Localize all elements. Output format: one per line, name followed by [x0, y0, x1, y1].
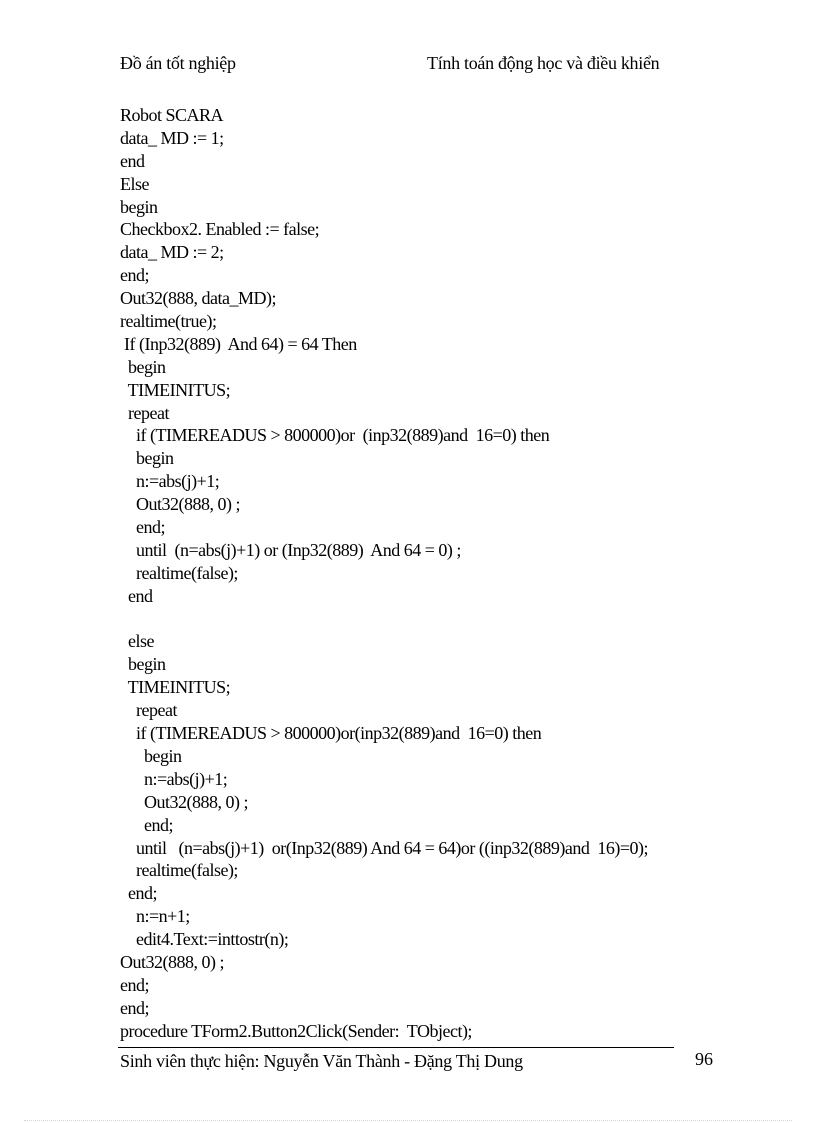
code-line: begin: [120, 356, 166, 377]
code-line: n:=abs(j)+1;: [120, 768, 228, 789]
code-line: Out32(888, data_MD);: [120, 288, 276, 309]
code-line: until (n=abs(j)+1) or(Inp32(889) And 64 = 64)or ((inp32(889)and 16)=0);: [120, 837, 649, 858]
code-line: data_ MD := 1;: [120, 127, 224, 148]
code-line: Out32(888, 0) ;: [120, 951, 224, 972]
code-listing: [120, 104, 648, 1043]
code-line: n:=abs(j)+1;: [120, 471, 220, 492]
code-line: end;: [120, 997, 149, 1018]
code-line: data_ MD := 2;: [120, 242, 224, 263]
code-line: repeat: [120, 402, 169, 423]
page-number: 96: [695, 1049, 713, 1069]
code-line: If (Inp32(889) And 64) = 64 Then: [120, 333, 357, 354]
code-line: end;: [120, 265, 149, 286]
code-line: TIMEINITUS;: [120, 677, 231, 698]
code-line: end: [120, 150, 145, 171]
code-line: Out32(888, 0) ;: [120, 791, 248, 812]
code-line: until (n=abs(j)+1) or (Inp32(889) And 64 = 0) ;: [120, 539, 461, 560]
code-line: realtime(false);: [120, 860, 238, 881]
header-right-title: Tính toán động học và điều khiển: [427, 53, 660, 73]
code-line: if (TIMEREADUS > 800000)or(inp32(889)and 16=0) then: [120, 723, 542, 744]
code-line: begin: [120, 196, 158, 217]
code-line: TIMEINITUS;: [120, 379, 231, 400]
code-line: procedure TForm2.Button2Click(Sender: TObject);: [120, 1020, 472, 1041]
footer-divider: [118, 1047, 674, 1048]
code-line: realtime(false);: [120, 562, 238, 583]
code-line: repeat: [120, 700, 177, 721]
code-line: end;: [120, 974, 149, 995]
code-line: Robot SCARA: [120, 105, 224, 125]
code-line: edit4.Text:=inttostr(n);: [120, 929, 289, 950]
code-line: end: [120, 585, 153, 606]
page-edge-divider: [24, 1120, 792, 1121]
code-line: if (TIMEREADUS > 800000)or (inp32(889)and 16=0) then: [120, 425, 550, 446]
code-line: n:=n+1;: [120, 906, 190, 927]
code-line: Else: [120, 173, 149, 194]
code-line: begin: [120, 654, 166, 675]
code-line: end;: [120, 883, 157, 904]
code-line: [120, 608, 648, 631]
code-line: begin: [120, 745, 182, 766]
header-left-title: Đồ án tốt nghiệp: [120, 53, 236, 73]
code-line: begin: [120, 448, 174, 469]
footer-author-line: Sinh viên thực hiện: Nguyễn Văn Thành - Đặng Thị Dung: [120, 1051, 523, 1071]
code-line: realtime(true);: [120, 311, 217, 332]
code-line: end;: [120, 517, 165, 538]
code-line: end;: [120, 814, 173, 835]
code-line: Out32(888, 0) ;: [120, 494, 240, 515]
code-line: else: [120, 631, 154, 652]
code-line: Checkbox2. Enabled := false;: [120, 219, 320, 240]
